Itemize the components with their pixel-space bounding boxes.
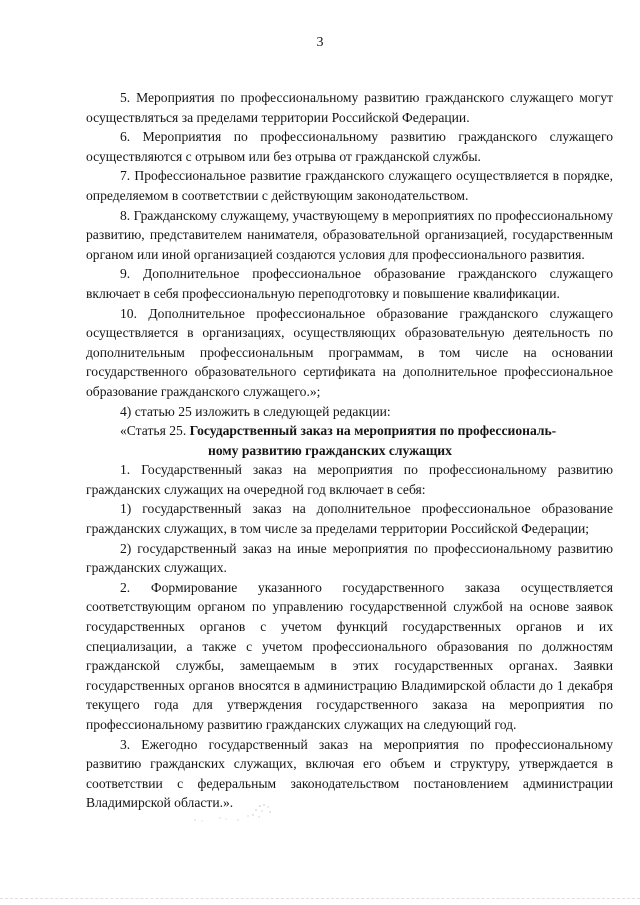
article-subitem-2: 2) государственный заказ на иные мероприятия по профессиональному развитию гражданских служащих. <box>86 540 613 576</box>
article-heading-prefix: «Статья 25. <box>120 423 190 439</box>
paragraph-8: 8. Гражданскому служащему, участвующему в мероприятиях по профессиональному развитию, представителем нанимателя, образовательной организацией, государственным органом или иной организацией создаются условия для профессионального развития. <box>86 207 613 262</box>
article-subitem-1: 1) государственный заказ на дополнительное профессиональное образование гражданских служащих, в том числе за пределами территории Российской Федерации; <box>86 501 613 537</box>
article-heading-title-line1: Государственный заказ на мероприятия по профессиональ- <box>189 423 557 439</box>
page-number: 3 <box>316 35 324 50</box>
article-heading <box>86 421 613 460</box>
article-paragraph-3: 3. Ежегодно государственный заказ на мероприятия по профессиональному развитию гражданских служащих, включая его объем и структуру, утверждается в соответствии с федеральным законодательством постановлением администрации Владимирской области.». <box>86 736 613 811</box>
scan-artifact <box>190 800 290 830</box>
paragraph-10: 10. Дополнительное профессиональное образование гражданского служащего осуществляется в организациях, осуществляющих образовательную деятельность по дополнительным профессиональным программам, в том числе на основании государственного образовательного сертификата на дополнительное профессиональное образование гражданского служащего.»; <box>86 305 613 399</box>
scan-noise-graphic <box>190 800 290 830</box>
article-heading-title-line2: ному развитию гражданских служащих <box>208 442 452 458</box>
paragraph-5: 5. Мероприятия по профессиональному развитию гражданского служащего могут осуществляться за пределами территории Российской Федерации. <box>86 90 613 125</box>
amendment-item-4: 4) статью 25 изложить в следующей редакции: <box>120 403 391 419</box>
document-body <box>86 88 613 813</box>
article-paragraph-1: 1. Государственный заказ на мероприятия по профессиональному развитию гражданских служащих на очередной год включает в себя: <box>86 462 613 497</box>
paragraph-9: 9. Дополнительное профессиональное образование гражданского служащего включает в себя профессиональную переподготовку и повышение квалификации. <box>86 266 613 301</box>
scan-bottom-edge <box>0 898 640 903</box>
paragraph-7: 7. Профессиональное развитие гражданского служащего осуществляется в порядке, определяемом в соответствии с действующим законодательством. <box>86 168 613 203</box>
paragraph-6: 6. Мероприятия по профессиональному развитию гражданского служащего осуществляются с отрывом или без отрыва от гражданской службы. <box>86 129 613 164</box>
article-paragraph-2: 2. Формирование указанного государственного заказа осуществляется соответствующим органом по управлению государственной службой на основе заявок государственных органов с учетом функций государственных органов и их специализации, а также с учетом профессионального образования по должностям гражданской службы, замещаемым в этих государственных органах. Заявки государственных органов вносятся в администрацию Владимирской области до 1 декабря текущего года для утверждения государственного заказа на мероприятия по профессиональному развитию гражданских служащих на следующий год. <box>86 579 613 732</box>
